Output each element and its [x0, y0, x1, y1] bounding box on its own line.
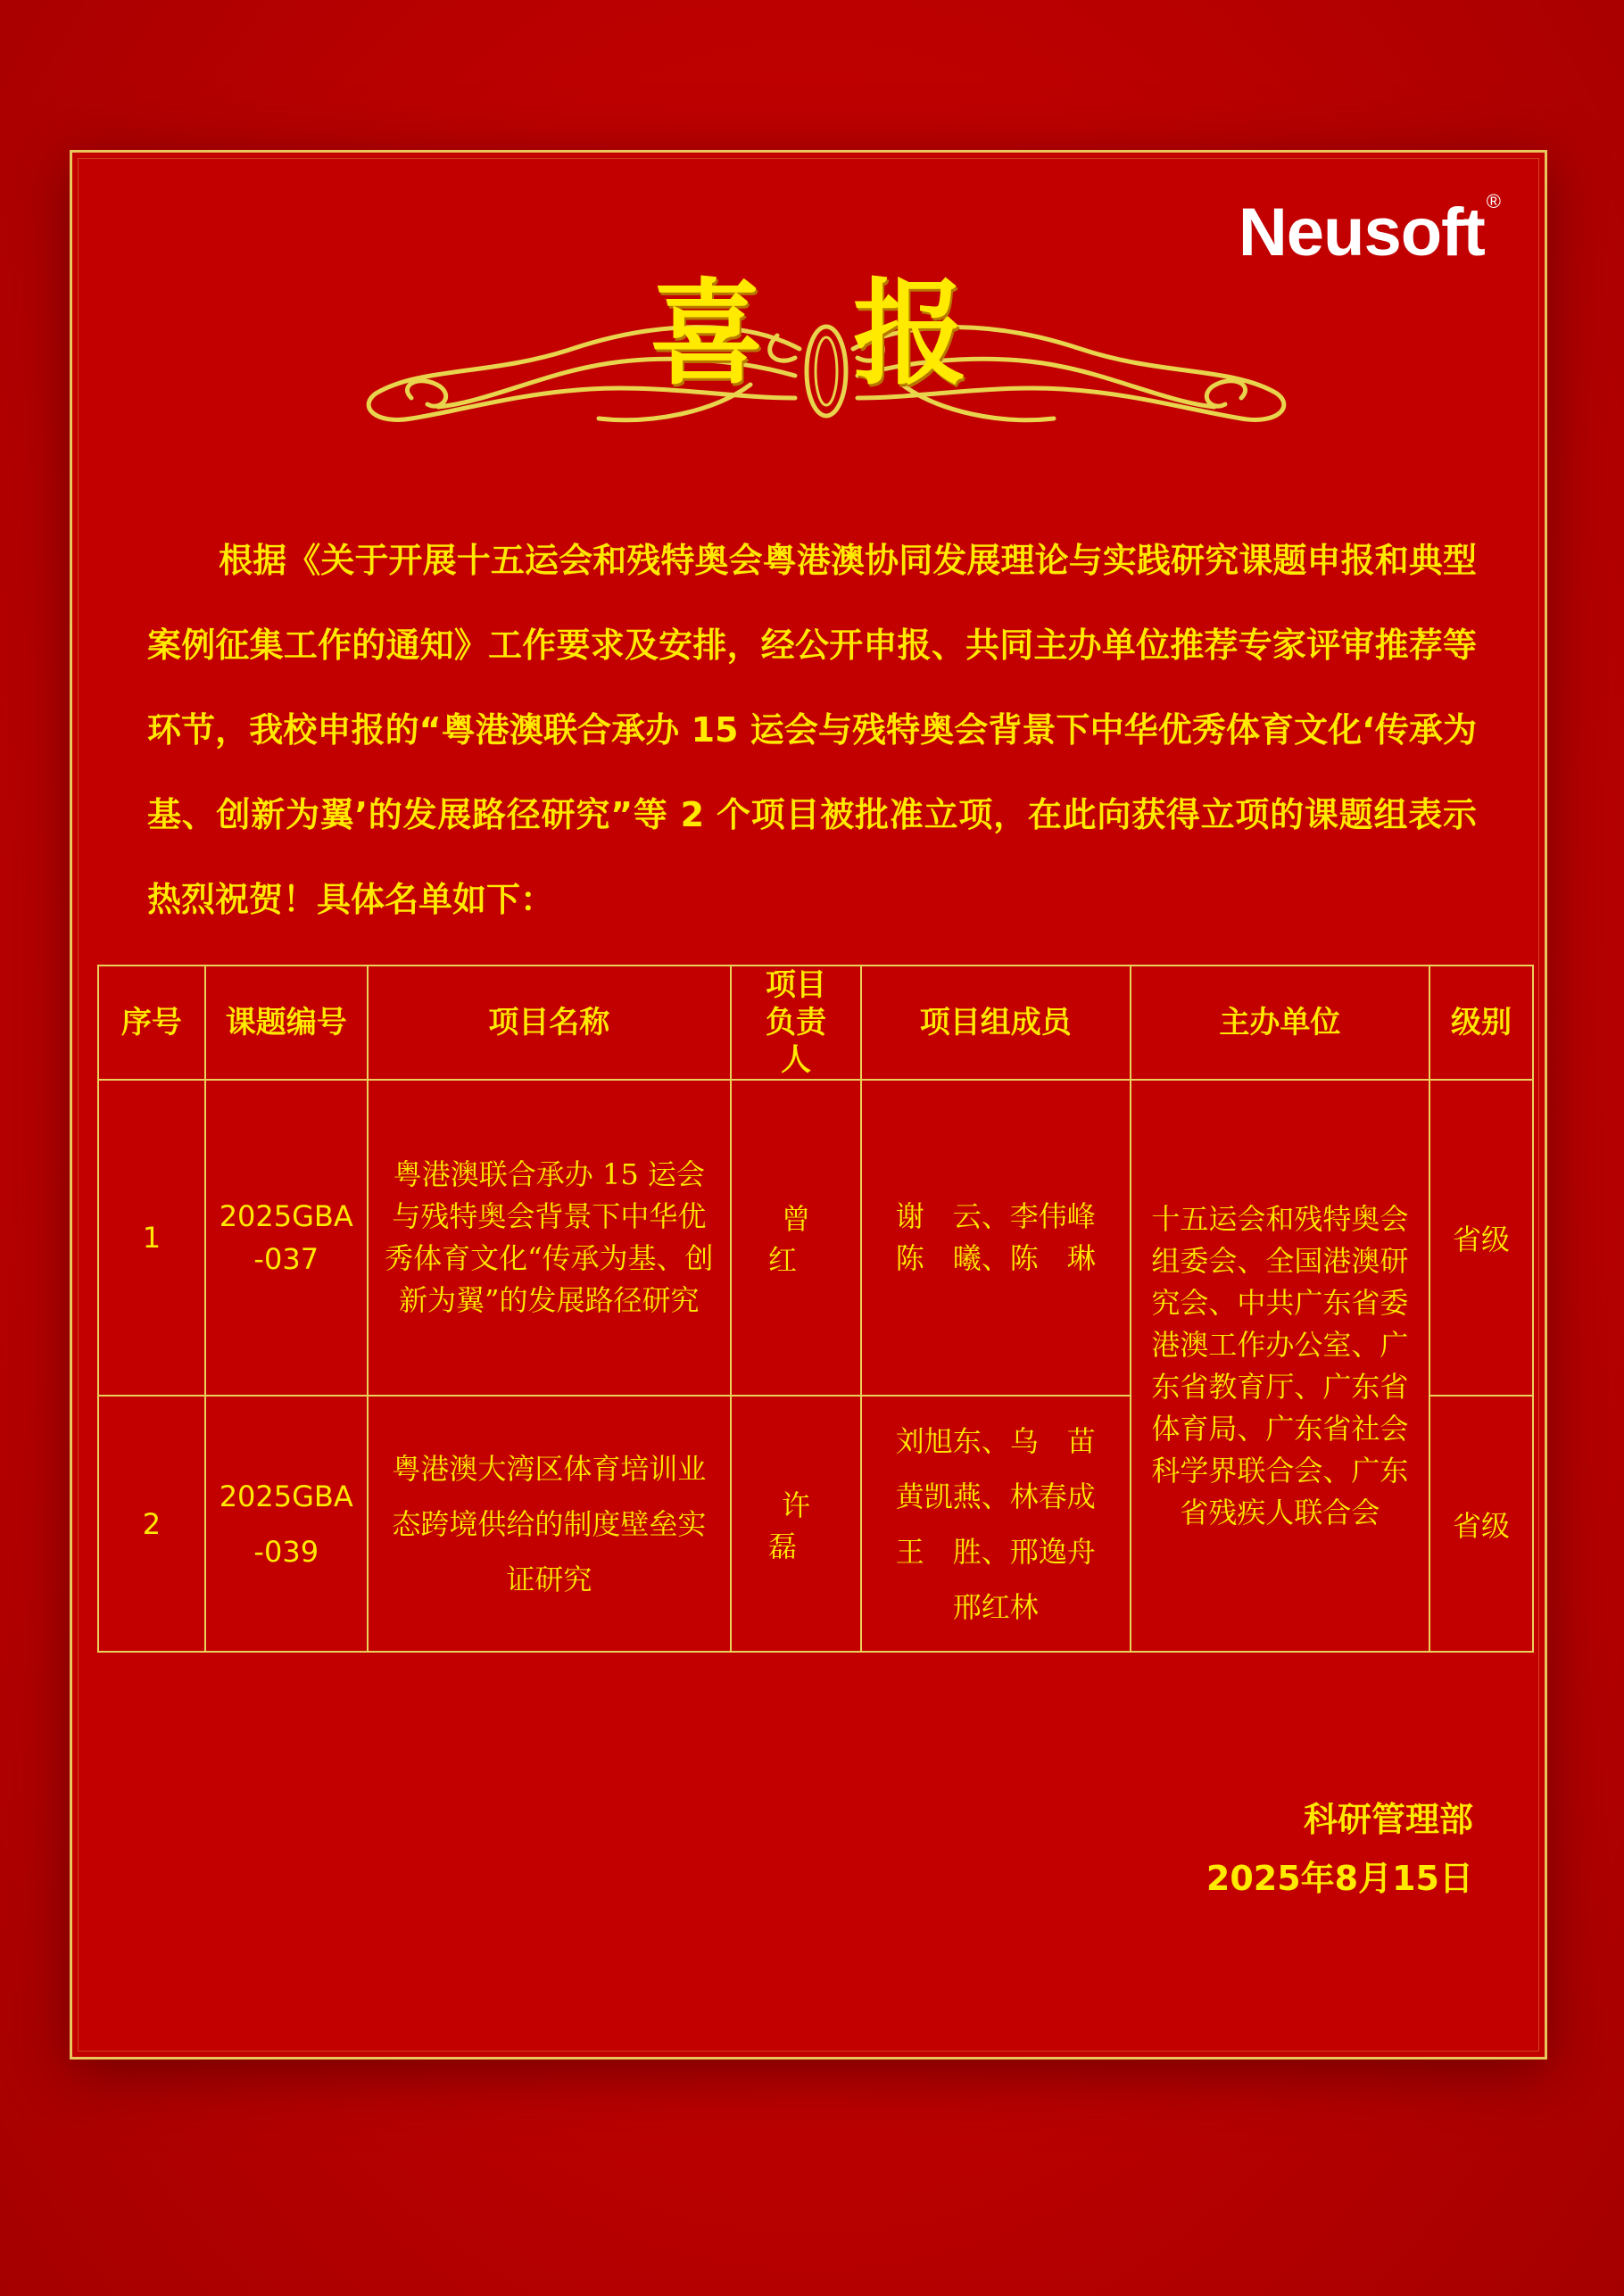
cell-level: 省级	[1429, 1396, 1533, 1652]
cell-level: 省级	[1429, 1080, 1533, 1396]
header-code: 课题编号	[205, 966, 368, 1080]
cell-code: 2025GBA-037	[205, 1080, 368, 1396]
cell-title: 粤港澳大湾区体育培训业态跨境供给的制度壁垒实证研究	[368, 1396, 731, 1652]
table-header-row	[98, 966, 1533, 1080]
table-row	[98, 1080, 1533, 1396]
signature-block	[1206, 1790, 1473, 1908]
cell-members: 谢 云、李伟峰 陈 曦、陈 琳	[861, 1080, 1131, 1396]
cell-members: 刘旭东、乌 苗 黄凯燕、林春成 王 胜、邢逸舟 邢红林	[861, 1396, 1131, 1652]
signature-date: 2025年8月15日	[1206, 1859, 1473, 1898]
cell-leader: 许磊	[731, 1396, 861, 1652]
project-table	[97, 965, 1534, 1653]
cell-code: 2025GBA-039	[205, 1396, 368, 1652]
cell-title: 粤港澳联合承办 15 运会与残特奥会背景下中华优秀体育文化“传承为基、创新为翼”的发展路径研究	[368, 1080, 731, 1396]
cell-organizer: 十五运会和残特奥会组委会、全国港澳研究会、中共广东省委港澳工作办公室、广东省教育厅、广东省体育局、广东省社会科学界联合会、广东省残疾人联合会	[1131, 1080, 1430, 1652]
cell-no: 2	[98, 1396, 205, 1652]
header-leader: 项目负责人	[731, 966, 861, 1080]
announcement-body: 根据《关于开展十五运会和残特奥会粤港澳协同发展理论与实践研究课题申报和典型案例征集工作的通知》工作要求及安排，经公开申报、共同主办单位推荐专家评审推荐等环节，我校申报的“粤港澳联合承办 15 运会与残特奥会背景下中华优秀体育文化‘传承为基、创新为翼’的发展路径研究”等 2 个项目被批准立项，在此向获得立项的课题组表示热烈祝贺！具体名单如下：	[147, 541, 1477, 919]
cell-leader: 曾红	[731, 1080, 861, 1396]
logo-text: Neusoft	[1238, 195, 1485, 270]
header-members: 项目组成员	[861, 966, 1131, 1080]
registered-mark: ®	[1486, 190, 1500, 212]
page-title: 喜报	[649, 268, 1056, 401]
header-title: 项目名称	[368, 966, 731, 1080]
header-organizer: 主办单位	[1131, 966, 1430, 1080]
announcement-poster	[70, 150, 1547, 2060]
signature-department: 科研管理部	[1303, 1800, 1473, 1839]
cell-no: 1	[98, 1080, 205, 1396]
header-level: 级别	[1429, 966, 1533, 1080]
header-no: 序号	[98, 966, 205, 1080]
